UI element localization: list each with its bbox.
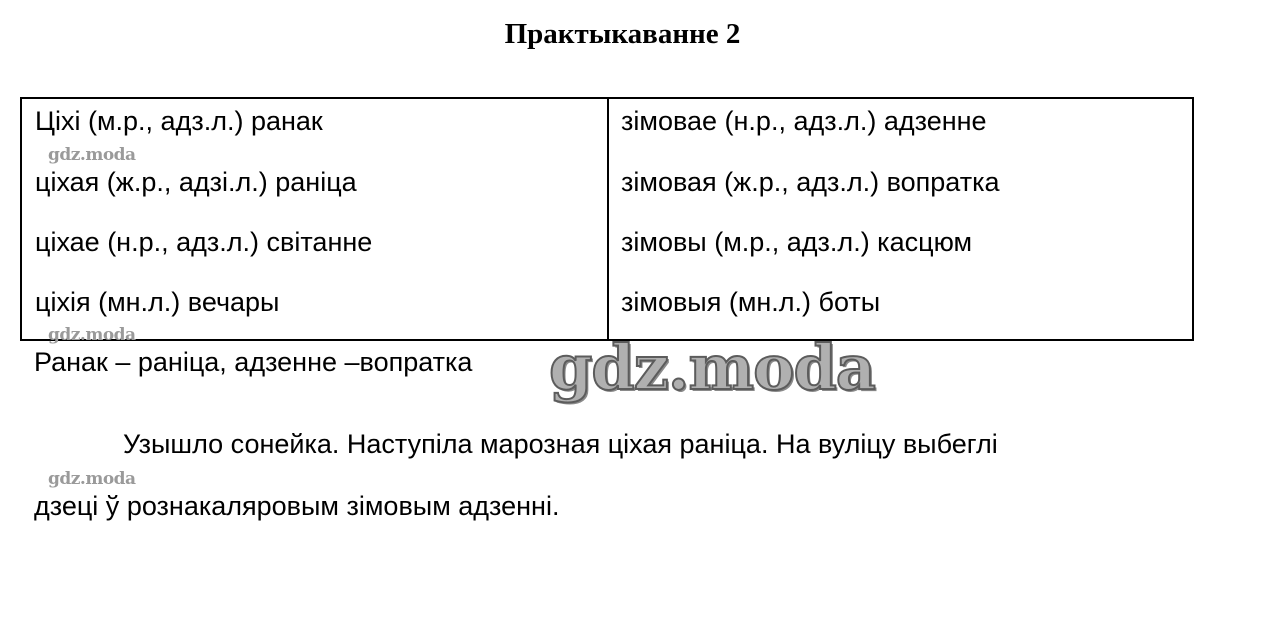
adjective-table <box>20 97 1194 341</box>
paragraph-line-1: Узышло сонейка. Наступіла марозная ціхая раніца. На вуліцу выбеглі <box>123 429 998 459</box>
summary-line: Ранак – раніца, адзенне –вопратка <box>34 347 473 377</box>
table-column-right <box>609 99 1192 339</box>
table-cell: Ціхі (м.р., адз.л.) ранак <box>35 106 323 136</box>
watermark-small: gdz.moda <box>48 145 136 165</box>
table-cell: зімовы (м.р., адз.л.) касцюм <box>621 227 973 257</box>
table-cell: зімовыя (мн.л.) боты <box>621 287 881 317</box>
watermark-small: gdz.moda <box>48 469 136 489</box>
table-cell: зімовае (н.р., адз.л.) адзенне <box>621 106 987 136</box>
watermark-large: gdz.moda <box>549 331 875 404</box>
page-title: Практыкаванне 2 <box>504 18 741 50</box>
table-cell: ціхае (н.р., адз.л.) світанне <box>35 227 373 257</box>
table-column-left <box>22 99 609 339</box>
table-cell: зімовая (ж.р., адз.л.) вопратка <box>621 167 1000 197</box>
paragraph-line-2: дзеці ў рознакаляровым зімовым адзенні. <box>34 491 560 521</box>
watermark-small: gdz.moda <box>48 325 136 345</box>
table-cell: ціхая (ж.р., адзі.л.) раніца <box>35 167 357 197</box>
table-cell: ціхія (мн.л.) вечары <box>35 287 280 317</box>
